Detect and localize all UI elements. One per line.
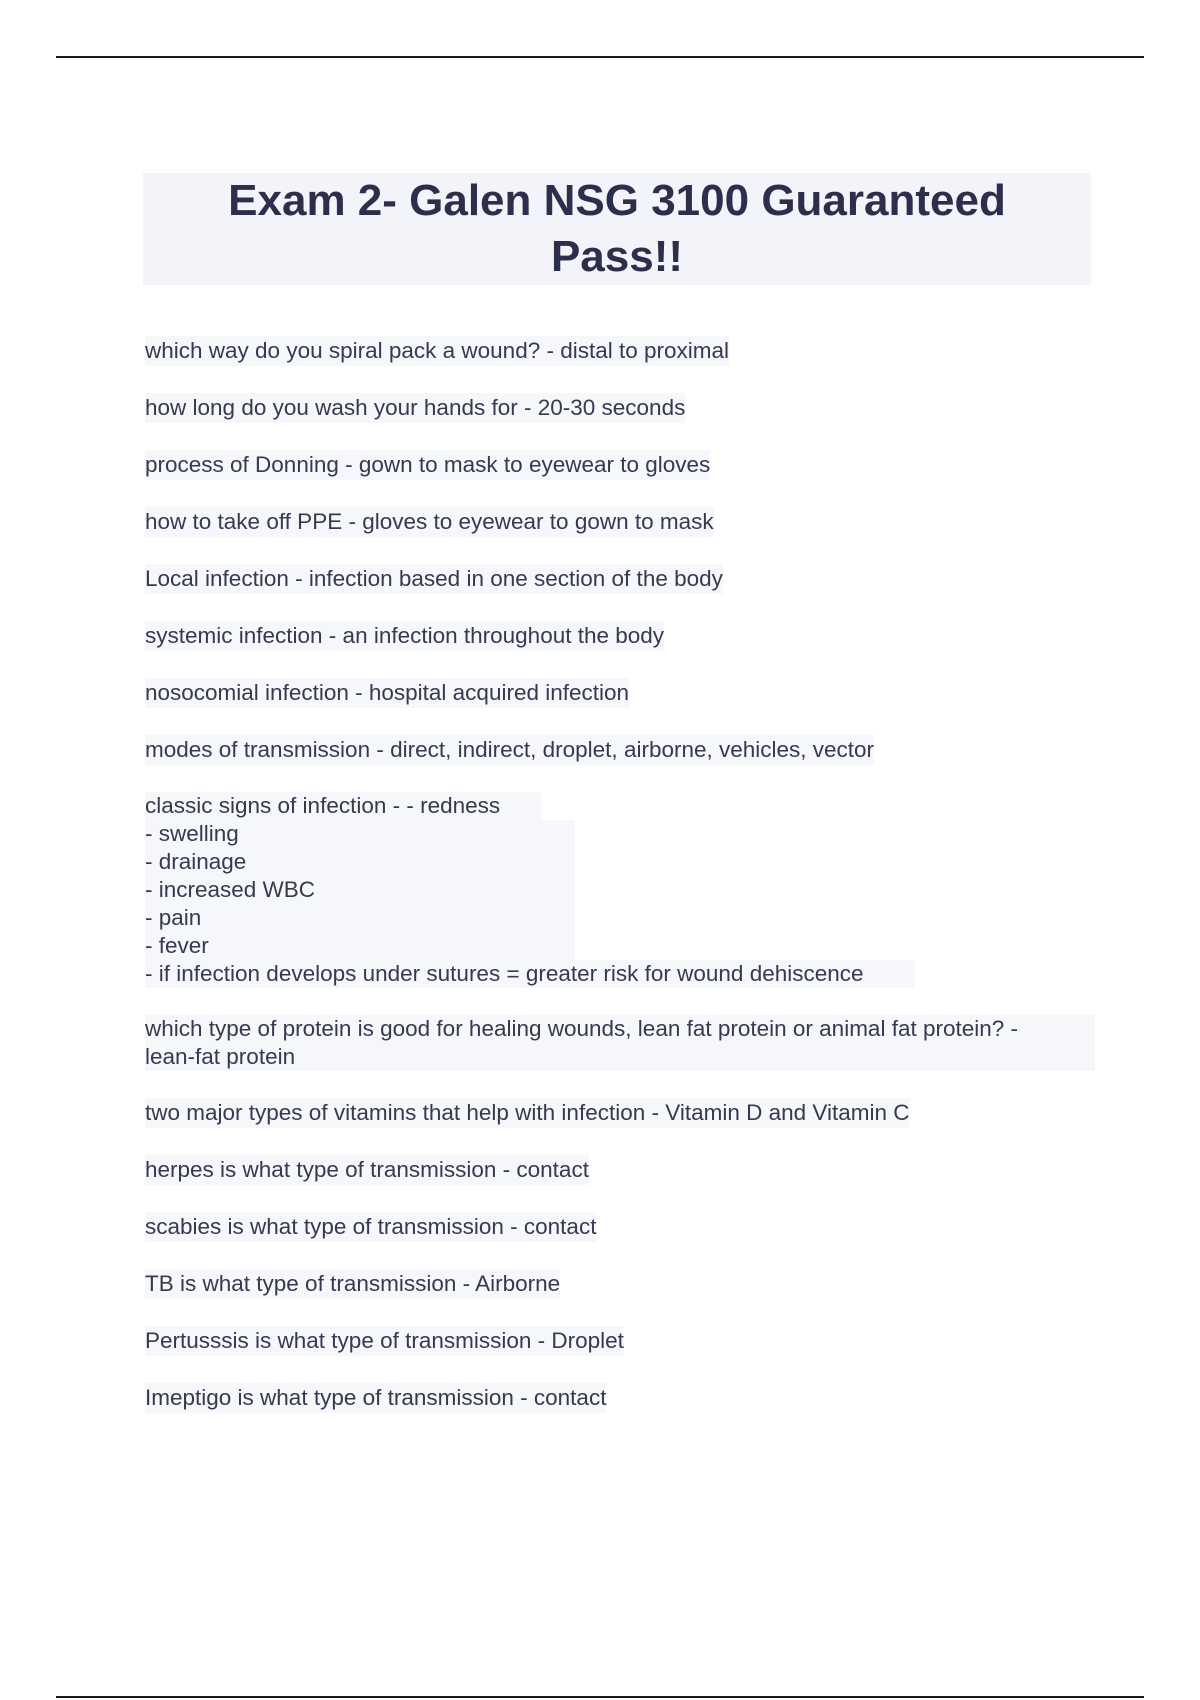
list-item: systemic infection - an infection throughout the body xyxy=(145,621,1095,651)
list-item: Imeptigo is what type of transmission - contact xyxy=(145,1383,1095,1413)
list-item: two major types of vitamins that help with infection - Vitamin D and Vitamin C xyxy=(145,1098,1095,1128)
list-item: which way do you spiral pack a wound? - distal to proximal xyxy=(145,336,1095,366)
header-rule xyxy=(56,56,1144,58)
list-item-protein: which type of protein is good for healing wounds, lean fat protein or animal fat protein? - lean-fat protein xyxy=(145,1015,1095,1071)
list-item: nosocomial infection - hospital acquired infection xyxy=(145,678,1095,708)
list-item: Pertusssis is what type of transmission - Droplet xyxy=(145,1326,1095,1356)
list-item: modes of transmission - direct, indirect, droplet, airborne, vehicles, vector xyxy=(145,735,1095,765)
list-item: how long do you wash your hands for - 20-30 seconds xyxy=(145,393,1095,423)
title-banner xyxy=(143,173,1091,285)
list-item: how to take off PPE - gloves to eyewear to gown to mask xyxy=(145,507,1095,537)
list-item: Local infection - infection based in one section of the body xyxy=(145,564,1095,594)
list-item: TB is what type of transmission - Airborne xyxy=(145,1269,1095,1299)
list-item: process of Donning - gown to mask to eyewear to gloves xyxy=(145,450,1095,480)
list-item-classic-signs: classic signs of infection - - redness - swelling - drainage - increased WBC - pain - fever - if infection develops under sutures = greater risk for wound dehiscence xyxy=(145,792,1095,988)
page-title: Exam 2- Galen NSG 3100 Guaranteed Pass!! xyxy=(228,176,1006,281)
qa-list xyxy=(145,336,1095,1440)
footer-rule xyxy=(56,1696,1144,1698)
list-item: herpes is what type of transmission - contact xyxy=(145,1155,1095,1185)
list-item: scabies is what type of transmission - contact xyxy=(145,1212,1095,1242)
